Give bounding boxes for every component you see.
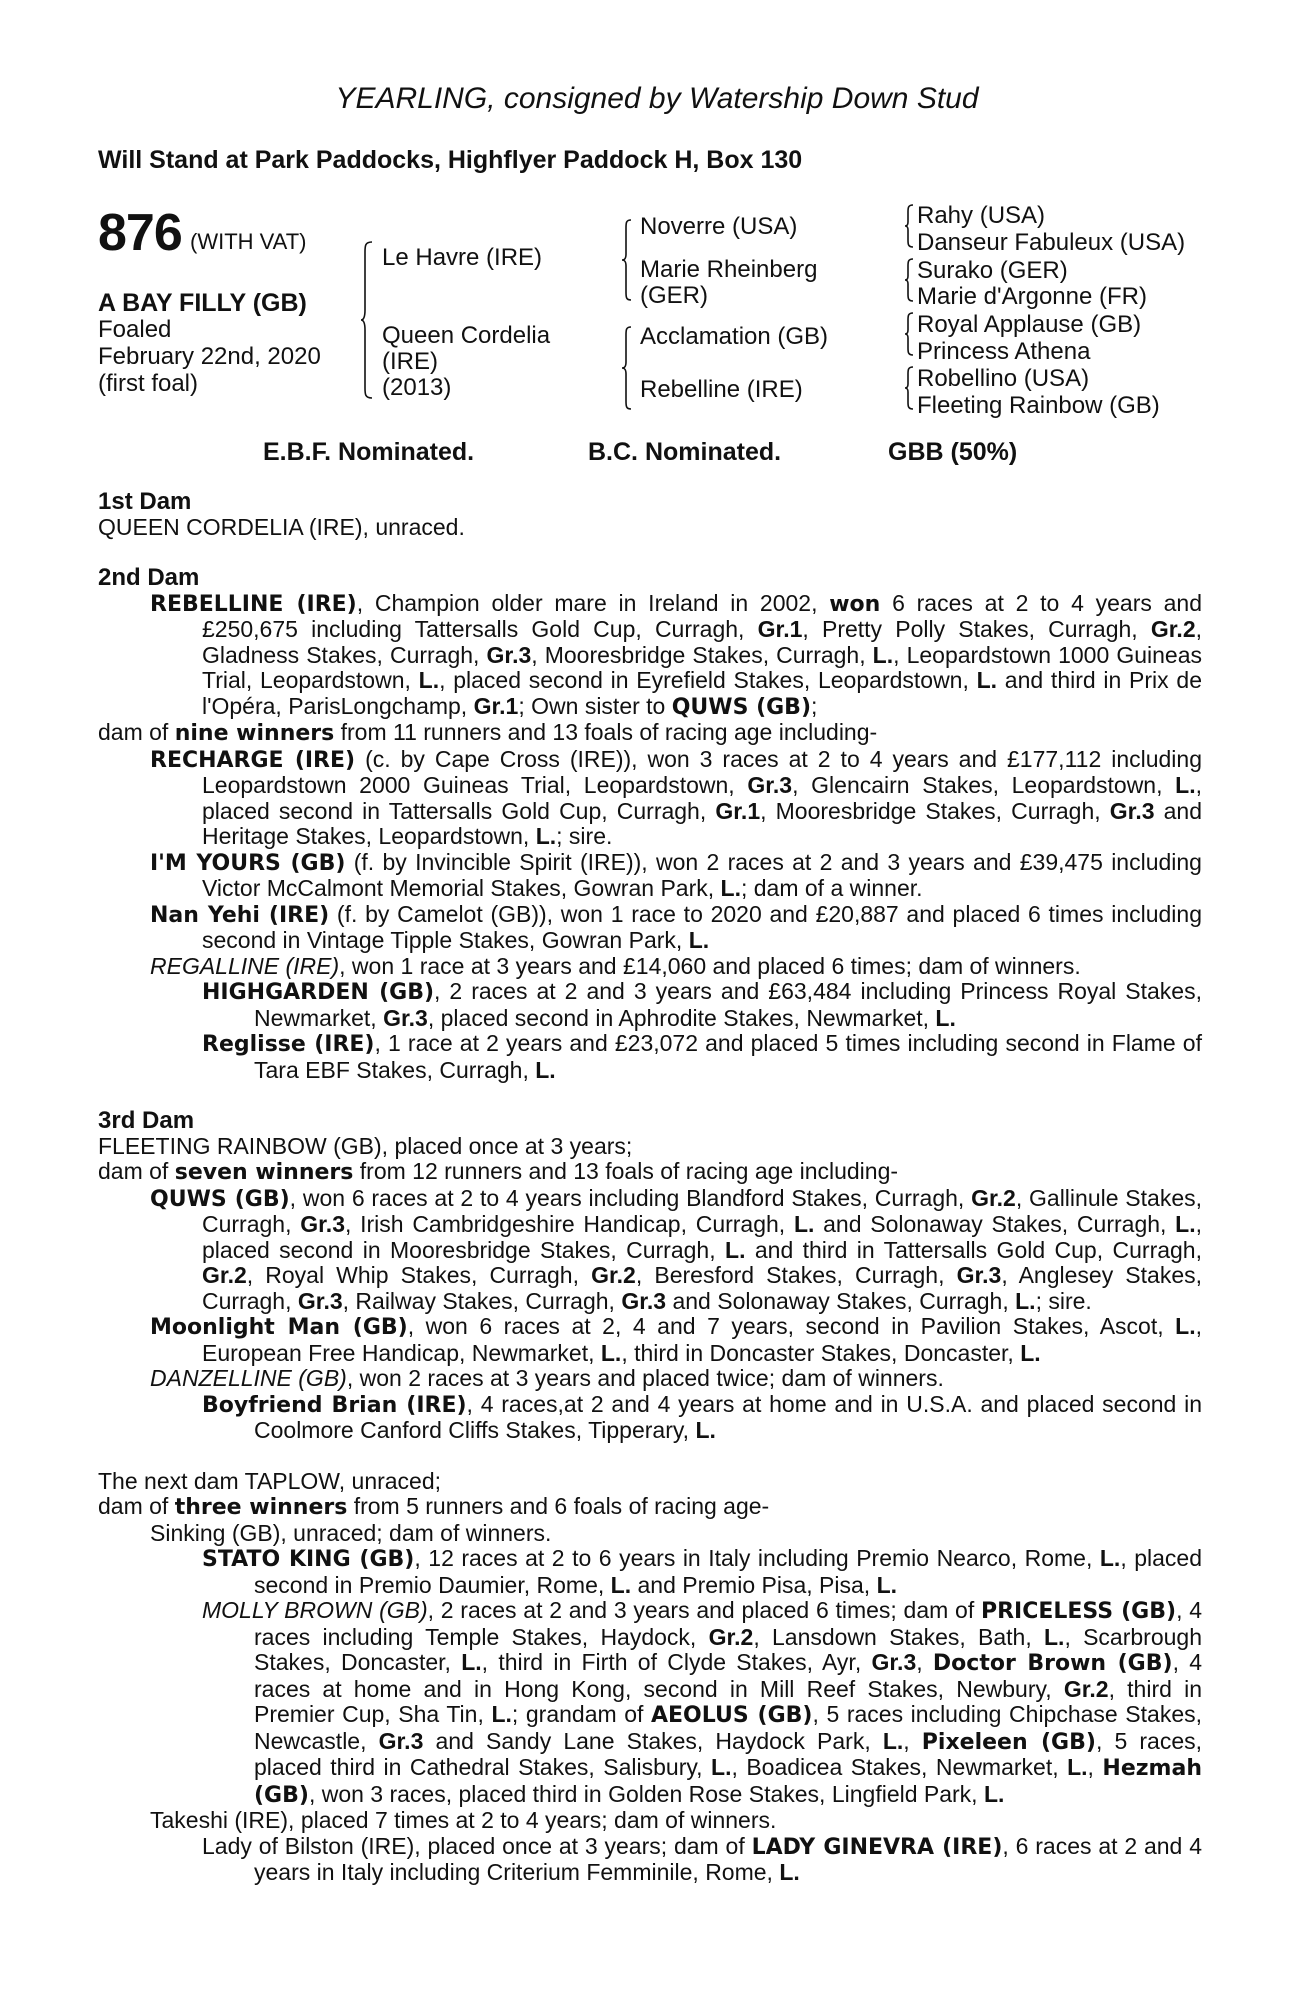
- pedigree-dam: Queen Cordelia (IRE) (2013): [382, 322, 551, 401]
- produce-record: [98, 489, 1202, 1886]
- first-dam-text: QUEEN CORDELIA (IRE), unraced.: [98, 513, 465, 540]
- produce-regalline: REGALLINE (IRE), won 1 race at 3 years and £14,060 and placed 6 times; dam of winners.: [150, 952, 1081, 979]
- pedigree-g3-5: Royal Applause (GB): [917, 311, 1142, 338]
- pedigree-bracket-g3-3: [904, 312, 914, 356]
- pedigree-g3-2: Danseur Fabuleux (USA): [917, 229, 1186, 256]
- produce-recharge: RECHARGE (IRE) (c. by Cape Cross (IRE)), won 3 races at 2 to 4 years and £177,112 including Leopardstown 2000 Guineas Trial, Leopardstown, Gr.3, Glencairn Stakes, Leopardstown, L., placed second in Tattersalls Gold Cup, Curragh, Gr.1, Mooresbridge Stakes, Curragh, Gr.3 and Heritage Stakes, Leopardstown, L.; sire.: [150, 745, 1203, 849]
- catalogue-heading: YEARLING, consigned by Watership Down Stud: [335, 82, 979, 115]
- horse-name: A BAY FILLY (GB): [98, 289, 307, 317]
- ebf-nominated: E.B.F. Nominated.: [263, 438, 475, 466]
- pedigree-bracket-dam: [621, 325, 633, 411]
- bc-nominated: B.C. Nominated.: [588, 438, 782, 466]
- produce-im-yours: I'M YOURS (GB) (f. by Invincible Spirit (IRE)), won 2 races at 2 and 3 years and £39,475 including Victor McCalmont Memorial Stakes, Gowran Park, L.; dam of a winner.: [150, 848, 1202, 901]
- produce-nan-yehi: Nan Yehi (IRE) (f. by Camelot (GB)), won 1 race to 2020 and £20,887 and placed 6 times including second in Vintage Tipple Stakes, Gowran Park, L.: [150, 900, 1202, 953]
- pedigree-g3-4: Marie d'Argonne (FR): [917, 283, 1147, 310]
- produce-quws: QUWS (GB), won 6 races at 2 to 4 years including Blandford Stakes, Curragh, Gr.2, Gallinule Stakes, Curragh, Gr.3, Irish Cambridgeshire Handicap, Curragh, L. and Solonaway Stakes, Curragh, L., placed second in Mooresbridge Stakes, Curragh, L. and third in Tattersalls Gold Cup, Curragh, Gr.2, Royal Whip Stakes, Curragh, Gr.2, Beresford Stakes, Curragh, Gr.3, Anglesey Stakes, Curragh, Gr.3, Railway Stakes, Curragh, Gr.3 and Solonaway Stakes, Curragh, L.; sire.: [150, 1184, 1202, 1314]
- first-dam-heading: 1st Dam: [98, 488, 192, 515]
- pedigree-bracket-g3-4: [904, 366, 914, 410]
- pedigree-sire: Le Havre (IRE): [382, 244, 543, 271]
- pedigree-bracket-g3-1: [904, 204, 914, 248]
- produce-takeshi: Takeshi (IRE), placed 7 times at 2 to 4 years; dam of winners.: [150, 1807, 777, 1833]
- stand-location: Will Stand at Park Paddocks, Highflyer Paddock H, Box 130: [98, 146, 803, 174]
- dam-entry-rebelline: REBELLINE (IRE), Champion older mare in Ireland in 2002, won 6 races at 2 to 4 years and £250,675 including Tattersalls Gold Cup, Curragh, Gr.1, Pretty Polly Stakes, Curragh, Gr.2, Gladness Stakes, Curragh, Gr.3, Mooresbridge Stakes, Curragh, L., Leopardstown 1000 Guineas Trial, Leopardstown, L., placed second in Eyrefield Stakes, Leopardstown, L. and third in Prix de l'Opéra, ParisLongchamp, Gr.1; Own sister to QUWS (GB);: [150, 589, 1203, 720]
- vat-note: (WITH VAT): [190, 229, 307, 254]
- dam-of-winners-2: dam of nine winners from 11 runners and 13 foals of racing age including-: [98, 719, 878, 746]
- produce-stato-king: STATO KING (GB), 12 races at 2 to 6 years in Italy including Premio Nearco, Rome, L., placed second in Premio Daumier, Rome, L. and Premio Pisa, Pisa, L.: [202, 1545, 1203, 1598]
- pedigree-dam-dam: Rebelline (IRE): [640, 376, 803, 403]
- pedigree-sire-dam: Marie Rheinberg (GER): [640, 256, 818, 309]
- pedigree-bracket-main: [360, 240, 374, 400]
- pedigree-bracket-g3-2: [904, 258, 914, 302]
- produce-danzelline: DANZELLINE (GB), won 2 races at 3 years and placed twice; dam of winners.: [150, 1365, 944, 1391]
- produce-reglisse: Reglisse (IRE), 1 race at 2 years and £23,072 and placed 5 times including second in Flame of Tara EBF Stakes, Curragh, L.: [202, 1030, 1202, 1083]
- produce-molly-brown: MOLLY BROWN (GB), 2 races at 2 and 3 years and placed 6 times; dam of PRICELESS (GB), 4 races including Temple Stakes, Haydock, Gr.2, Lansdown Stakes, Bath, L., Scarbrough Stakes, Doncaster, L., third in Firth of Clyde Stakes, Ayr, Gr.3, Doctor Brown (GB), 4 races at home and in Hong Kong, second in Mill Reef Stakes, Newbury, Gr.2, third in Premier Cup, Sha Tin, L.; grandam of AEOLUS (GB), 5 races including Chipchase Stakes, Newcastle, Gr.3 and Sandy Lane Stakes, Haydock Park, L., Pixeleen (GB), 5 races, placed third in Cathedral Stakes, Salisbury, L., Boadicea Stakes, Newmarket, L., Hezmah (GB), won 3 races, placed third in Golden Rose Stakes, Lingfield Park, L.: [202, 1597, 1203, 1808]
- pedigree-g3-7: Robellino (USA): [917, 365, 1090, 392]
- third-dam-text: FLEETING RAINBOW (GB), placed once at 3 years;: [98, 1132, 633, 1159]
- dam-of-winners-4: dam of three winners from 5 runners and 6 foals of racing age-: [98, 1493, 770, 1520]
- pedigree-g3-8: Fleeting Rainbow (GB): [917, 392, 1160, 419]
- pedigree-bracket-sire: [621, 218, 633, 302]
- gbb-status: GBB (50%): [888, 438, 1018, 466]
- pedigree-g3-1: Rahy (USA): [917, 202, 1046, 229]
- foaling-details: Foaled February 22nd, 2020 (first foal): [98, 316, 321, 397]
- pedigree-sire-sire: Noverre (USA): [640, 213, 798, 240]
- pedigree-g3-6: Princess Athena: [917, 338, 1091, 365]
- produce-highgarden: HIGHGARDEN (GB), 2 races at 2 and 3 years and £63,484 including Princess Royal Stakes, Newmarket, Gr.3, placed second in Aphrodite Stakes, Newmarket, L.: [202, 978, 1202, 1031]
- next-dam-text: The next dam TAPLOW, unraced;: [98, 1467, 442, 1494]
- pedigree-g3-3: Surako (GER): [917, 257, 1068, 284]
- lot-number: 876: [98, 204, 182, 262]
- pedigree-dam-sire: Acclamation (GB): [640, 323, 829, 350]
- third-dam-heading: 3rd Dam: [98, 1107, 195, 1134]
- produce-moonlight-man: Moonlight Man (GB), won 6 races at 2, 4 and 7 years, second in Pavilion Stakes, Ascot, L., European Free Handicap, Newmarket, L., third in Doncaster Stakes, Doncaster, L.: [150, 1313, 1202, 1366]
- produce-boyfriend-brian: Boyfriend Brian (IRE), 4 races,at 2 and 4 years at home and in U.S.A. and placed second in Coolmore Canford Cliffs Stakes, Tipperary, L.: [202, 1390, 1203, 1443]
- produce-lady-of-bilston: Lady of Bilston (IRE), placed once at 3 years; dam of LADY GINEVRA (IRE), 6 races at 2 and 4 years in Italy including Criterium Femminile, Rome, L.: [202, 1832, 1202, 1885]
- produce-sinking: Sinking (GB), unraced; dam of winners.: [150, 1519, 552, 1546]
- second-dam-heading: 2nd Dam: [98, 564, 200, 591]
- dam-of-winners-3: dam of seven winners from 12 runners and 13 foals of racing age including-: [98, 1158, 899, 1185]
